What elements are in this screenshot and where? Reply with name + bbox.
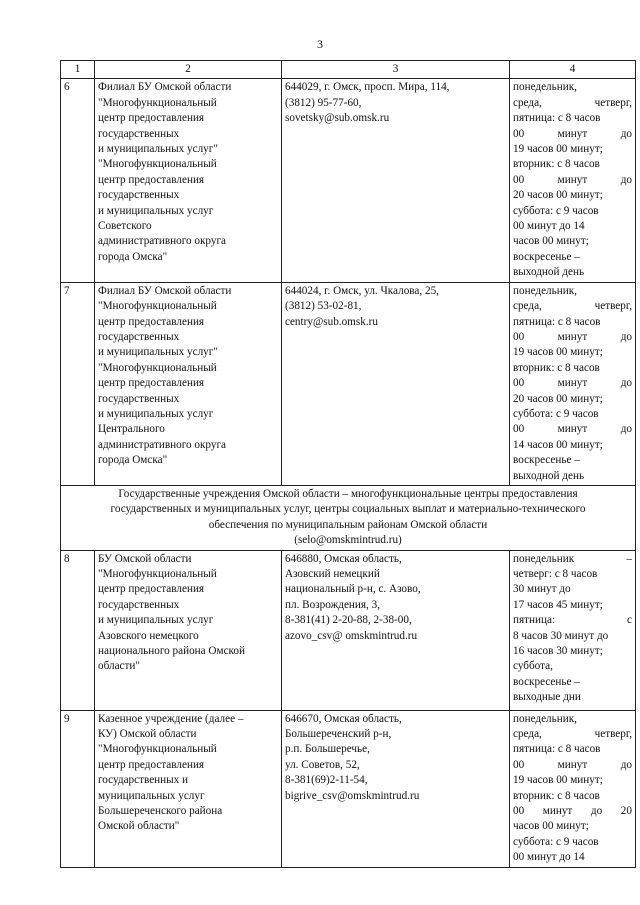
institution-name-line: муниципальных услуг (98, 789, 205, 802)
table-row (61, 282, 636, 485)
institution-name-line: центр предоставления (98, 758, 205, 771)
working-hours-line: пятница: с 8 часов (513, 315, 601, 328)
institution-name-line: Советского (98, 220, 152, 233)
institution-name-line: "Многофункциональный (98, 158, 217, 171)
working-hours-line: суббота: с 9 часов (513, 204, 599, 217)
institutions-table (60, 60, 636, 868)
row-number: 8 (61, 550, 95, 710)
working-hours-line: вторник: с 8 часов (513, 361, 600, 374)
institution-name-line: Большереченского района (98, 805, 223, 818)
working-hours-line: среда, четверг, (513, 96, 632, 109)
institution-name-line: КУ) Омской области (98, 728, 197, 740)
institution-name-line: и муниципальных услуг" (98, 143, 218, 156)
contact-line: ул. Советов, 52, (285, 758, 360, 771)
working-hours-line: понедельник, (513, 81, 577, 94)
institution-name-line: "Многофункциональный (98, 743, 217, 756)
institution-name-line: и муниципальных услуг (98, 614, 214, 627)
institution-name (95, 282, 282, 485)
contact-line: (3812) 95-77-60, (285, 96, 362, 109)
institution-contacts (282, 550, 510, 710)
section-heading (61, 485, 636, 550)
contact-line: sovetsky@sub.omsk.ru (285, 112, 390, 125)
working-hours-line: 16 часов 30 минут; (513, 645, 603, 658)
institution-name-line: "Многофункциональный (98, 568, 217, 580)
header-cell: 2 (95, 61, 282, 79)
institution-name (95, 710, 282, 867)
institution-name-line: Азовского немецкого (98, 629, 199, 642)
working-hours-line: 19 часов 00 минут; (513, 346, 603, 359)
header-cell: 4 (510, 61, 636, 79)
institution-name-line: Омской области" (98, 820, 180, 833)
institution-name-line: "Многофункциональный (98, 300, 217, 313)
table-row (61, 79, 636, 282)
contact-line: р.п. Большеречье, (285, 743, 370, 756)
working-hours-line: понедельник – (513, 552, 632, 565)
working-hours-line: 30 минут до (513, 583, 571, 596)
table-header-row (61, 61, 636, 79)
working-hours-line: 00 минут до (513, 127, 632, 140)
contact-line: 646670, Омская область, (285, 712, 402, 725)
contact-line: (3812) 53-02-81, (285, 300, 362, 313)
institution-name-line: и муниципальных услуг" (98, 346, 218, 359)
working-hours-line: 00 минут до (513, 330, 632, 343)
institution-name-line: Филиал БУ Омской области (98, 284, 232, 297)
institution-name-line: государственных (98, 330, 180, 343)
contact-line: национальный р-н, с. Азово, (285, 583, 421, 596)
institution-name-line: БУ Омской области (98, 552, 192, 565)
row-number: 7 (61, 282, 95, 485)
institution-name-line: государственных (98, 127, 180, 140)
working-hours-line: вторник: с 8 часов (513, 789, 600, 802)
working-hours-line: 00 минут до 20 (513, 805, 632, 818)
working-hours-line: пятница: с 8 часов (513, 743, 601, 756)
contact-line: Азовский немецкий (285, 568, 380, 580)
section-email: (selo@omskmintrud.ru) (294, 534, 402, 547)
working-hours-line: 19 часов 00 минут; (513, 143, 603, 156)
working-hours-line: пятница: с 8 часов (513, 112, 601, 125)
section-heading-line: Государственные учреждения Омской области – многофункциональные центры предоставления (118, 487, 578, 500)
contact-line: 644024, г. Омск, ул. Чкалова, 25, (285, 284, 439, 297)
working-hours-line: понедельник, (513, 712, 577, 725)
row-number: 9 (61, 710, 95, 867)
working-hours-line: выходной день (513, 266, 585, 279)
working-hours-line: часов 00 минут; (513, 820, 589, 833)
contact-line: azovo_csv@ omskmintrud.ru (285, 629, 418, 642)
working-hours (510, 79, 636, 282)
working-hours-line: часов 00 минут; (513, 235, 589, 248)
institution-contacts (282, 79, 510, 282)
institution-contacts (282, 710, 510, 867)
contact-line: пл. Возрождения, 3, (285, 598, 381, 611)
contact-line: 8-381(41) 2-20-88, 2-38-00, (285, 614, 412, 627)
working-hours-line: выходные дни (513, 691, 581, 704)
working-hours-line: среда, четверг, (513, 728, 632, 740)
contact-line: bigrive_csv@omskmintrud.ru (285, 789, 420, 802)
contact-line: 646880, Омская область, (285, 552, 402, 565)
institution-name (95, 550, 282, 710)
institution-name-line: Филиал БУ Омской области (98, 81, 232, 94)
working-hours-line: выходной день (513, 469, 585, 482)
institution-name-line: центр предоставления (98, 315, 205, 328)
working-hours-line: 14 часов 00 минут; (513, 438, 603, 451)
institution-contacts (282, 282, 510, 485)
section-heading-row (61, 485, 636, 550)
working-hours-line: воскресенье – (513, 675, 580, 688)
working-hours-line: 19 часов 00 минут; (513, 774, 603, 787)
working-hours (510, 710, 636, 867)
page-number: 3 (317, 37, 323, 51)
working-hours-line: 17 часов 45 минут; (513, 598, 603, 611)
section-heading-line: обеспечения по муниципальным районам Омской области (208, 518, 488, 531)
institution-name-line: "Многофункциональный (98, 96, 217, 109)
institution-name-line: государственных (98, 598, 180, 611)
working-hours-line: 00 минут до 14 (513, 851, 585, 864)
institution-name-line: административного округа (98, 235, 227, 248)
working-hours (510, 550, 636, 710)
header-cell: 3 (282, 61, 510, 79)
working-hours-line: суббота: с 9 часов (513, 835, 599, 848)
working-hours-line: среда, четверг, (513, 300, 632, 313)
working-hours-line: 00 минут до (513, 758, 632, 771)
working-hours-line: воскресенье – (513, 454, 580, 467)
working-hours-line: 00 минут до 14 (513, 220, 585, 233)
institution-name-line: города Омска" (98, 454, 168, 467)
working-hours-line: суббота, (513, 660, 553, 673)
institution-name-line: и муниципальных услуг (98, 407, 214, 420)
working-hours-line: пятница: с (513, 614, 632, 627)
working-hours-line: вторник: с 8 часов (513, 158, 600, 171)
institution-name-line: области" (98, 660, 140, 673)
row-number: 6 (61, 79, 95, 282)
contact-line: 644029, г. Омск, просп. Мира, 114, (285, 81, 450, 94)
contact-line: centry@sub.omsk.ru (285, 315, 378, 328)
institution-name (95, 79, 282, 282)
working-hours (510, 282, 636, 485)
institution-name-line: центр предоставления (98, 377, 205, 390)
contact-line: 8-381(69)2-11-54, (285, 774, 368, 787)
working-hours-line: 8 часов 30 минут до (513, 629, 609, 642)
working-hours-line: 00 минут до (513, 423, 632, 436)
working-hours-line: суббота: с 9 часов (513, 407, 599, 420)
institution-name-line: государственных (98, 189, 180, 202)
institution-name-line: центр предоставления (98, 112, 205, 125)
institution-name-line: "Многофункциональный (98, 361, 217, 374)
header-cell: 1 (61, 61, 95, 79)
institution-name-line: национального района Омской (98, 645, 245, 658)
institution-name-line: города Омска" (98, 250, 168, 263)
working-hours-line: воскресенье – (513, 250, 580, 263)
institution-name-line: центр предоставления (98, 173, 205, 186)
working-hours-line: 20 часов 00 минут; (513, 189, 603, 202)
working-hours-line: 00 минут до (513, 377, 632, 390)
working-hours-line: понедельник, (513, 284, 577, 297)
institution-name-line: центр предоставления (98, 583, 205, 596)
working-hours-line: 20 часов 00 минут; (513, 392, 603, 405)
working-hours-line: четверг: с 8 часов (513, 568, 598, 580)
contact-line: Большереченский р-н, (285, 728, 392, 740)
institution-name-line: и муниципальных услуг (98, 204, 214, 217)
institution-name-line: административного округа (98, 438, 227, 451)
institution-name-line: Центрального (98, 423, 165, 436)
table-row (61, 710, 636, 867)
institution-name-line: государственных и (98, 774, 189, 787)
institution-name-line: Казенное учреждение (далее – (98, 712, 244, 725)
working-hours-line: 00 минут до (513, 173, 632, 186)
institution-name-line: государственных (98, 392, 180, 405)
table-row (61, 550, 636, 710)
section-heading-line: государственных и муниципальных услуг, центры социальных выплат и материально-технического (110, 503, 586, 516)
